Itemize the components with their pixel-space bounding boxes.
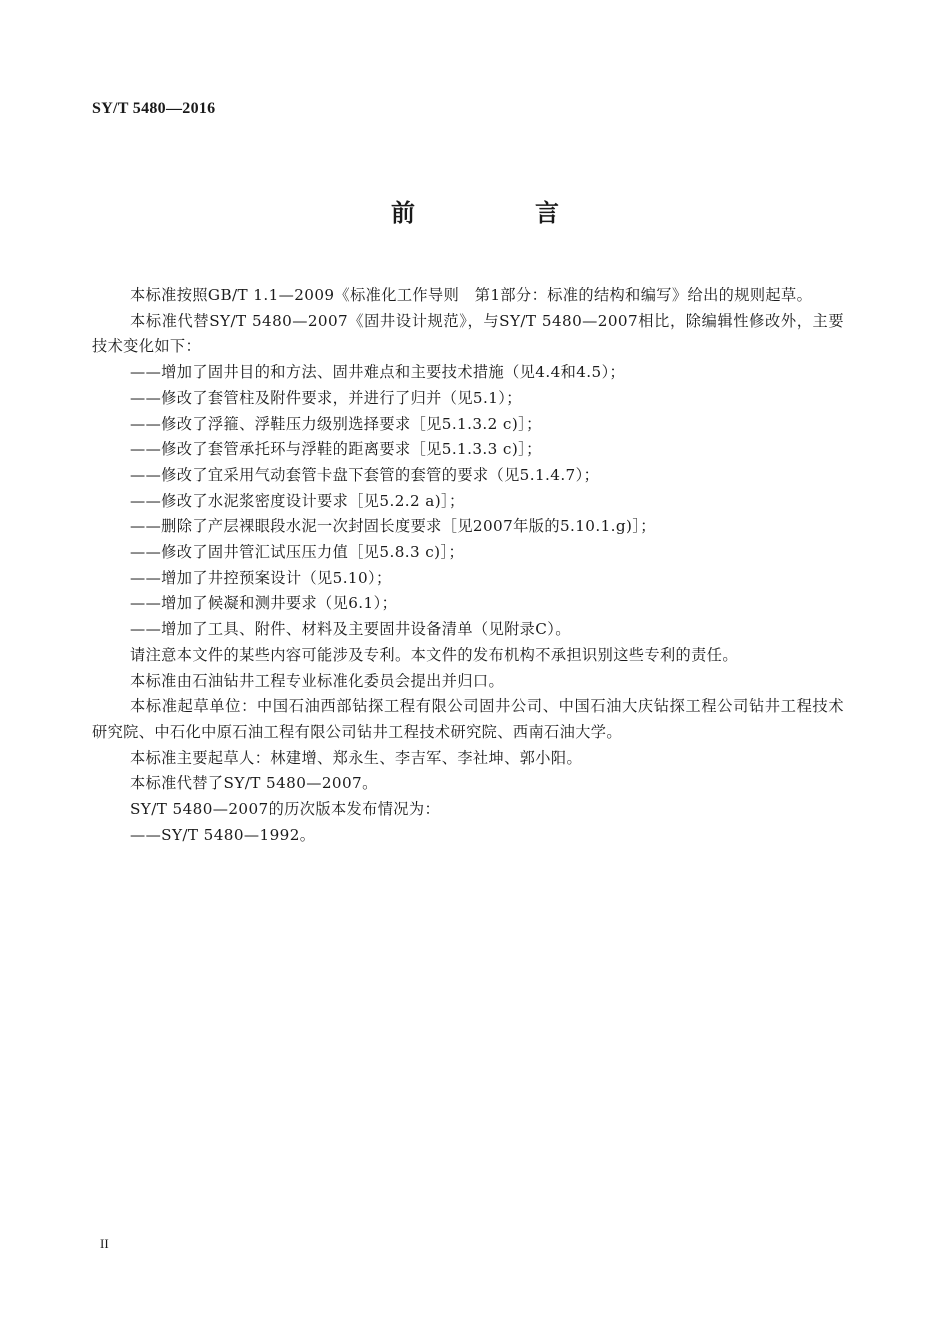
paragraph-proposer: 本标准由石油钻井工程专业标准化委员会提出并归口。 [130,671,505,690]
change-item: ——修改了水泥浆密度设计要求［见5.2.2 a)］； [130,491,465,510]
change-item: ——增加了工具、附件、材料及主要固井设备清单（见附录C）。 [130,620,571,639]
change-item: ——修改了固井管汇试压压力值［见5.8.3 c)］； [130,543,465,562]
paragraph-replaces: 本标准代替了SY/T 5480—2007。 [130,774,378,793]
change-item: ——删除了产层裸眼段水泥一次封固长度要求［见2007年版的5.10.1.g)］； [130,517,656,536]
paragraph-replacement: 本标准代替SY/T 5480—2007《固井设计规范》，与SY/T 5480—2007相比，除编辑性修改外，主要技术变化如下： [92,311,844,356]
paragraph-drafting-rules: 本标准按照GB/T 1.1—2009《标准化工作导则 第1部分：标准的结构和编写》给出的规则起草。 [130,286,813,304]
change-item: ——修改了浮箍、浮鞋压力级别选择要求［见5.1.3.2 c)］； [130,414,542,433]
change-item: ——增加了井控预案设计（见5.10）； [130,568,392,587]
change-item: ——修改了套管承托环与浮鞋的距离要求［见5.1.3.3 c)］； [130,440,542,459]
paragraph-drafting-units: 本标准起草单位：中国石油西部钻探工程有限公司固井公司、中国石油大庆钻探工程公司钻井工程技术研究院、中石化中原石油工程有限公司钻井工程技术研究院、西南石油大学。 [92,697,844,741]
preface-body [92,283,844,848]
page-number: II [100,1236,109,1251]
paragraph-drafters: 本标准主要起草人：林建增、郑永生、李吉军、李社坤、郭小阳。 [130,748,583,767]
change-item: ——增加了固井目的和方法、固井难点和主要技术措施（见4.4和4.5）； [130,363,626,382]
change-item: ——修改了套管柱及附件要求，并进行了归并（见5.1）； [130,388,522,407]
paragraph-patent-notice: 请注意本文件的某些内容可能涉及专利。本文件的发布机构不承担识别这些专利的责任。 [130,645,738,664]
standard-code: SY/T 5480—2016 [92,100,216,117]
change-item: ——增加了候凝和测井要求（见6.1）； [130,594,398,613]
paragraph-history-intro: SY/T 5480—2007的历次版本发布情况为： [130,800,441,819]
history-item: ——SY/T 5480—1992。 [130,825,316,844]
change-item: ——修改了宜采用气动套管卡盘下套管的套管的要求（见5.1.4.7）； [130,465,600,484]
page-title: 前 言 [391,198,607,227]
